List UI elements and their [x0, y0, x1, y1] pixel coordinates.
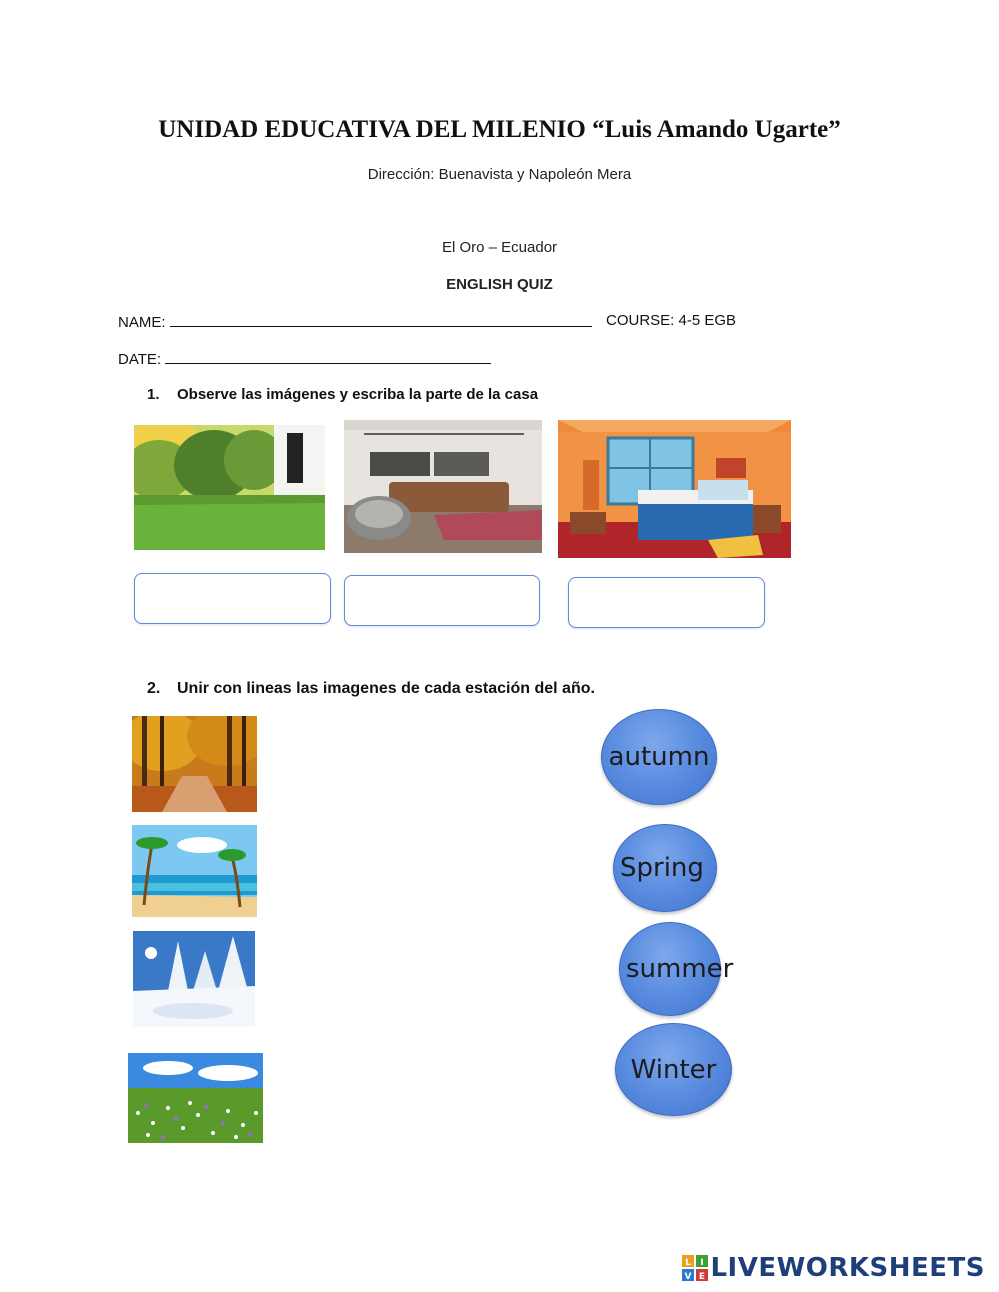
- option-spring[interactable]: Spring: [613, 824, 717, 912]
- autumn-forest-photo: [132, 716, 257, 812]
- name-field: [118, 312, 592, 331]
- question-1: [147, 386, 538, 403]
- name-label: NAME:: [118, 314, 166, 331]
- liveworksheets-brand: LIVEWORKSHEETS: [710, 1253, 985, 1283]
- school-address: Dirección: Buenavista y Napoleón Mera: [367, 166, 632, 183]
- quiz-title: ENGLISH QUIZ: [446, 276, 553, 293]
- bedroom-photo: [558, 420, 791, 558]
- answer-box-3[interactable]: [568, 577, 765, 628]
- question-1-text: Observe las imágenes y escriba la parte de la casa: [177, 386, 539, 403]
- svg-text:V: V: [684, 1272, 692, 1281]
- date-label: DATE:: [118, 351, 162, 368]
- option-autumn[interactable]: autumn: [601, 709, 717, 805]
- question-2-text: Unir con lineas las imagenes de cada estación del año.: [177, 680, 595, 697]
- date-blank[interactable]: [165, 349, 491, 364]
- liveworksheets-logo-icon: [682, 1255, 708, 1281]
- snowy-forest-photo: [133, 931, 255, 1027]
- answer-box-1[interactable]: [134, 573, 331, 624]
- option-summer[interactable]: summer: [619, 922, 721, 1016]
- question-1-number: 1.: [147, 386, 160, 403]
- svg-text:I: I: [700, 1258, 705, 1268]
- garden-photo: [134, 425, 325, 557]
- date-field: [118, 349, 491, 368]
- answer-box-2[interactable]: [344, 575, 540, 626]
- option-winter[interactable]: Winter: [615, 1023, 732, 1116]
- liveworksheets-logo: [682, 1253, 985, 1283]
- living-room-photo: [344, 420, 542, 553]
- svg-text:E: E: [699, 1272, 706, 1281]
- school-location: El Oro – Ecuador: [441, 239, 558, 256]
- school-name: UNIDAD EDUCATIVA DEL MILENIO “Luis Amando Ugarte”: [158, 116, 841, 143]
- course-label: COURSE: 4-5 EGB: [606, 312, 737, 329]
- question-2-number: 2.: [147, 680, 161, 697]
- svg-text:L: L: [685, 1258, 692, 1268]
- name-blank[interactable]: [170, 312, 592, 327]
- flower-meadow-photo: [128, 1053, 263, 1143]
- question-2: [147, 680, 595, 698]
- beach-photo: [132, 825, 257, 917]
